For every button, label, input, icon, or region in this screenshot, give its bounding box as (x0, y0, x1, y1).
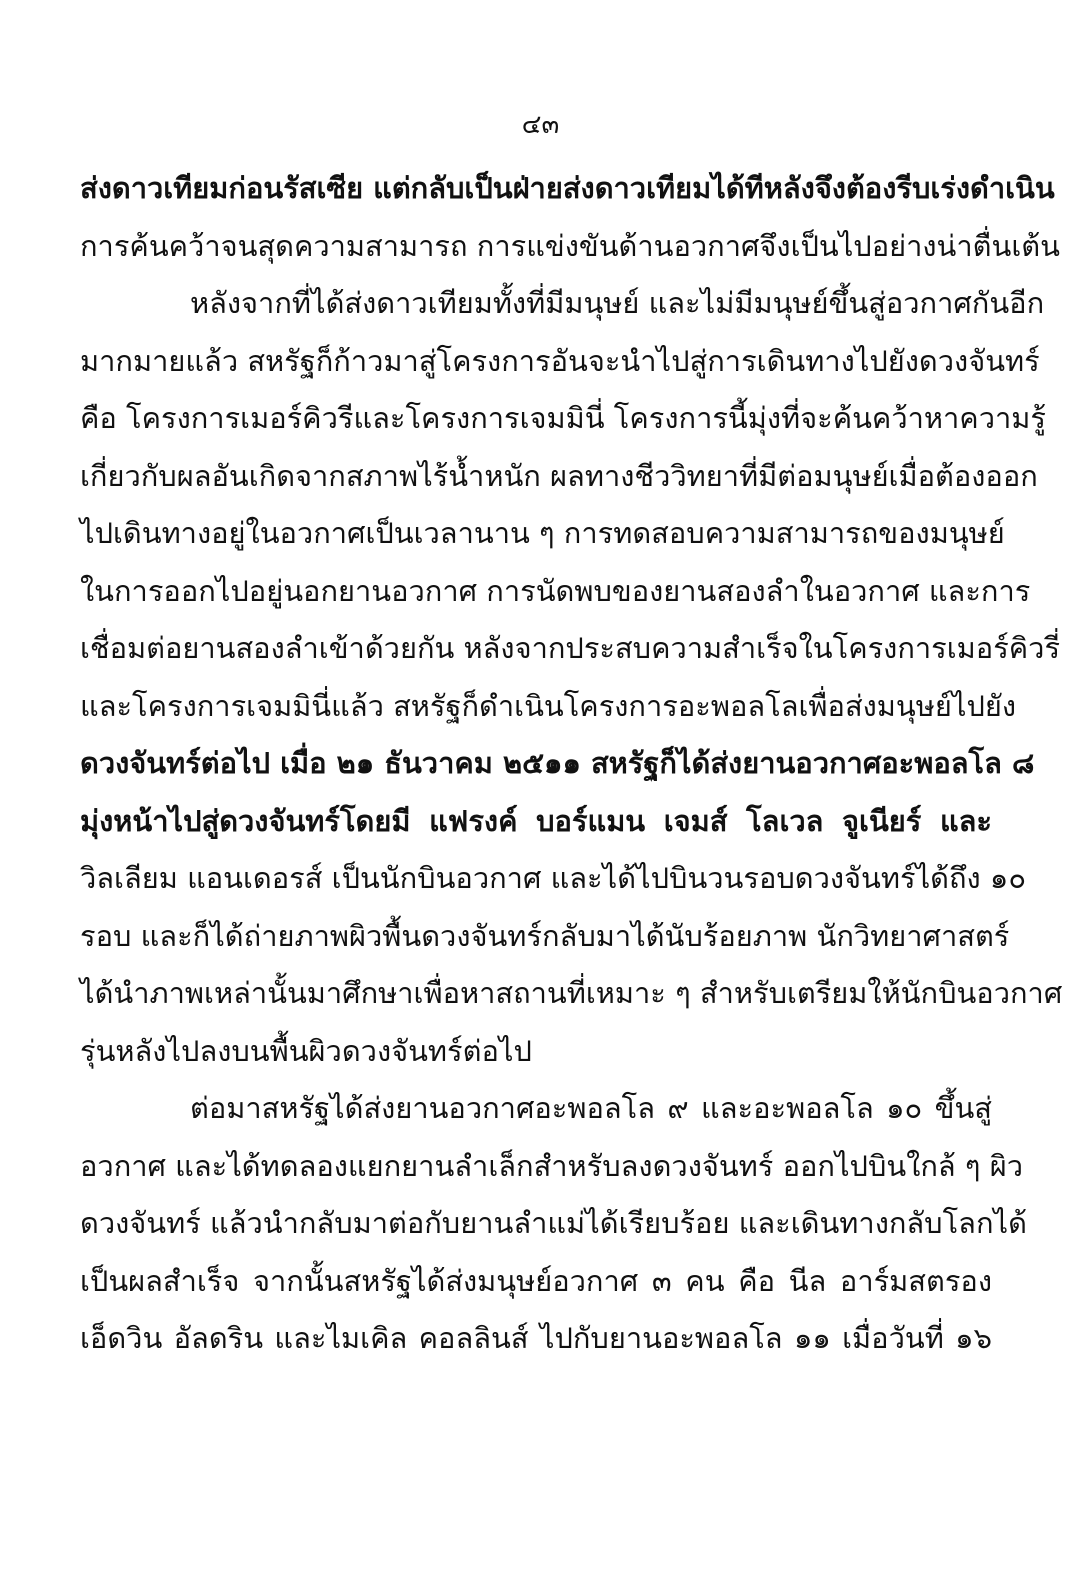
text-line: ในการออกไปอยู่นอกยานอวกาศ การนัดพบของยานสองลำในอวกาศ และการ (80, 573, 1031, 608)
paragraph-last-line: รุ่นหลังไปลงบนพื้นผิวดวงจันทร์ต่อไป (80, 1033, 532, 1068)
text-line: ไปเดินทางอยู่ในอวกาศเป็นเวลานาน ๆ การทดสอบความสามารถของมนุษย์ (80, 516, 1005, 550)
text-line: อวกาศ และได้ทดลองแยกยานลำเล็กสำหรับลงดวงจันทร์ ออกไปบินใกล้ ๆ ผิว (80, 1148, 1023, 1183)
paragraph-first-line: ต่อมาสหรัฐได้ส่งยานอวกาศอะพอลโล ๙ และอะพอลโล ๑๐ ขึ้นสู่ (190, 1091, 992, 1125)
text-line: และโครงการเจมมินี่แล้ว สหรัฐก็ดำเนินโครงการอะพอลโลเพื่อส่งมนุษย์ไปยัง (80, 688, 1017, 723)
text-line: เชื่อมต่อยานสองลำเข้าด้วยกัน หลังจากประสบความสำเร็จในโครงการเมอร์คิวรี่ (80, 631, 1061, 665)
text-line: มุ่งหน้าไปสู่ดวงจันทร์โดยมี แฟรงค์ บอร์แมน เจมส์ โลเวล จูเนียร์ และ (80, 803, 992, 838)
text-line: เป็นผลสำเร็จ จากนั้นสหรัฐได้ส่งมนุษย์อวกาศ ๓ คน คือ นีล อาร์มสตรอง (80, 1263, 992, 1298)
text-line: วิลเลียม แอนเดอรส์ เป็นนักบินอวกาศ และได้ไปบินวนรอบดวงจันทร์ได้ถึง ๑๐ (80, 861, 1027, 895)
page-number: ๔๓ (521, 110, 560, 140)
text-line: เกี่ยวกับผลอันเกิดจากสภาพไร้น้ำหนัก ผลทางชีววิทยาที่มีต่อมนุษย์เมื่อต้องออก (80, 458, 1038, 493)
text-line: ส่งดาวเทียมก่อนรัสเซีย แต่กลับเป็นฝ่ายส่งดาวเทียมได้ทีหลังจึงต้องรีบเร่งดำเนิน (80, 171, 1055, 205)
text-line: ได้นำภาพเหล่านั้นมาศึกษาเพื่อหาสถานที่เหมาะ ๆ สำหรับเตรียมให้นักบินอวกาศ (80, 976, 1063, 1010)
text-line: ดวงจันทร์ต่อไป เมื่อ ๒๑ ธันวาคม ๒๕๑๑ สหรัฐก็ได้ส่งยานอวกาศอะพอลโล ๘ (80, 746, 1035, 780)
document-body (80, 160, 1063, 1368)
text-line: เอ็ดวิน อัลดริน และไมเคิล คอลลินส์ ไปกับยานอะพอลโล ๑๑ เมื่อวันที่ ๑๖ (80, 1321, 992, 1355)
paragraph-first-line: หลังจากที่ได้ส่งดาวเทียมทั้งที่มีมนุษย์ และไม่มีมนุษย์ขึ้นสู่อวกาศกันอีก (190, 286, 1045, 320)
text-line: ดวงจันทร์ แล้วนำกลับมาต่อกับยานลำแม่ได้เรียบร้อย และเดินทางกลับโลกได้ (80, 1206, 1027, 1240)
text-line: รอบ และก็ได้ถ่ายภาพผิวพื้นดวงจันทร์กลับมาได้นับร้อยภาพ นักวิทยาศาสตร์ (80, 918, 1010, 953)
text-line: คือ โครงการเมอร์คิวรีและโครงการเจมมินี่ โครงการนี้มุ่งที่จะค้นคว้าหาความรู้ (80, 401, 1046, 435)
text-line: การค้นคว้าจนสุดความสามารถ การแข่งขันด้านอวกาศจึงเป็นไปอย่างน่าตื่นเต้น (80, 228, 1060, 263)
text-line: มากมายแล้ว สหรัฐก็ก้าวมาสู่โครงการอันจะนำไปสู่การเดินทางไปยังดวงจันทร์ (80, 343, 1040, 378)
